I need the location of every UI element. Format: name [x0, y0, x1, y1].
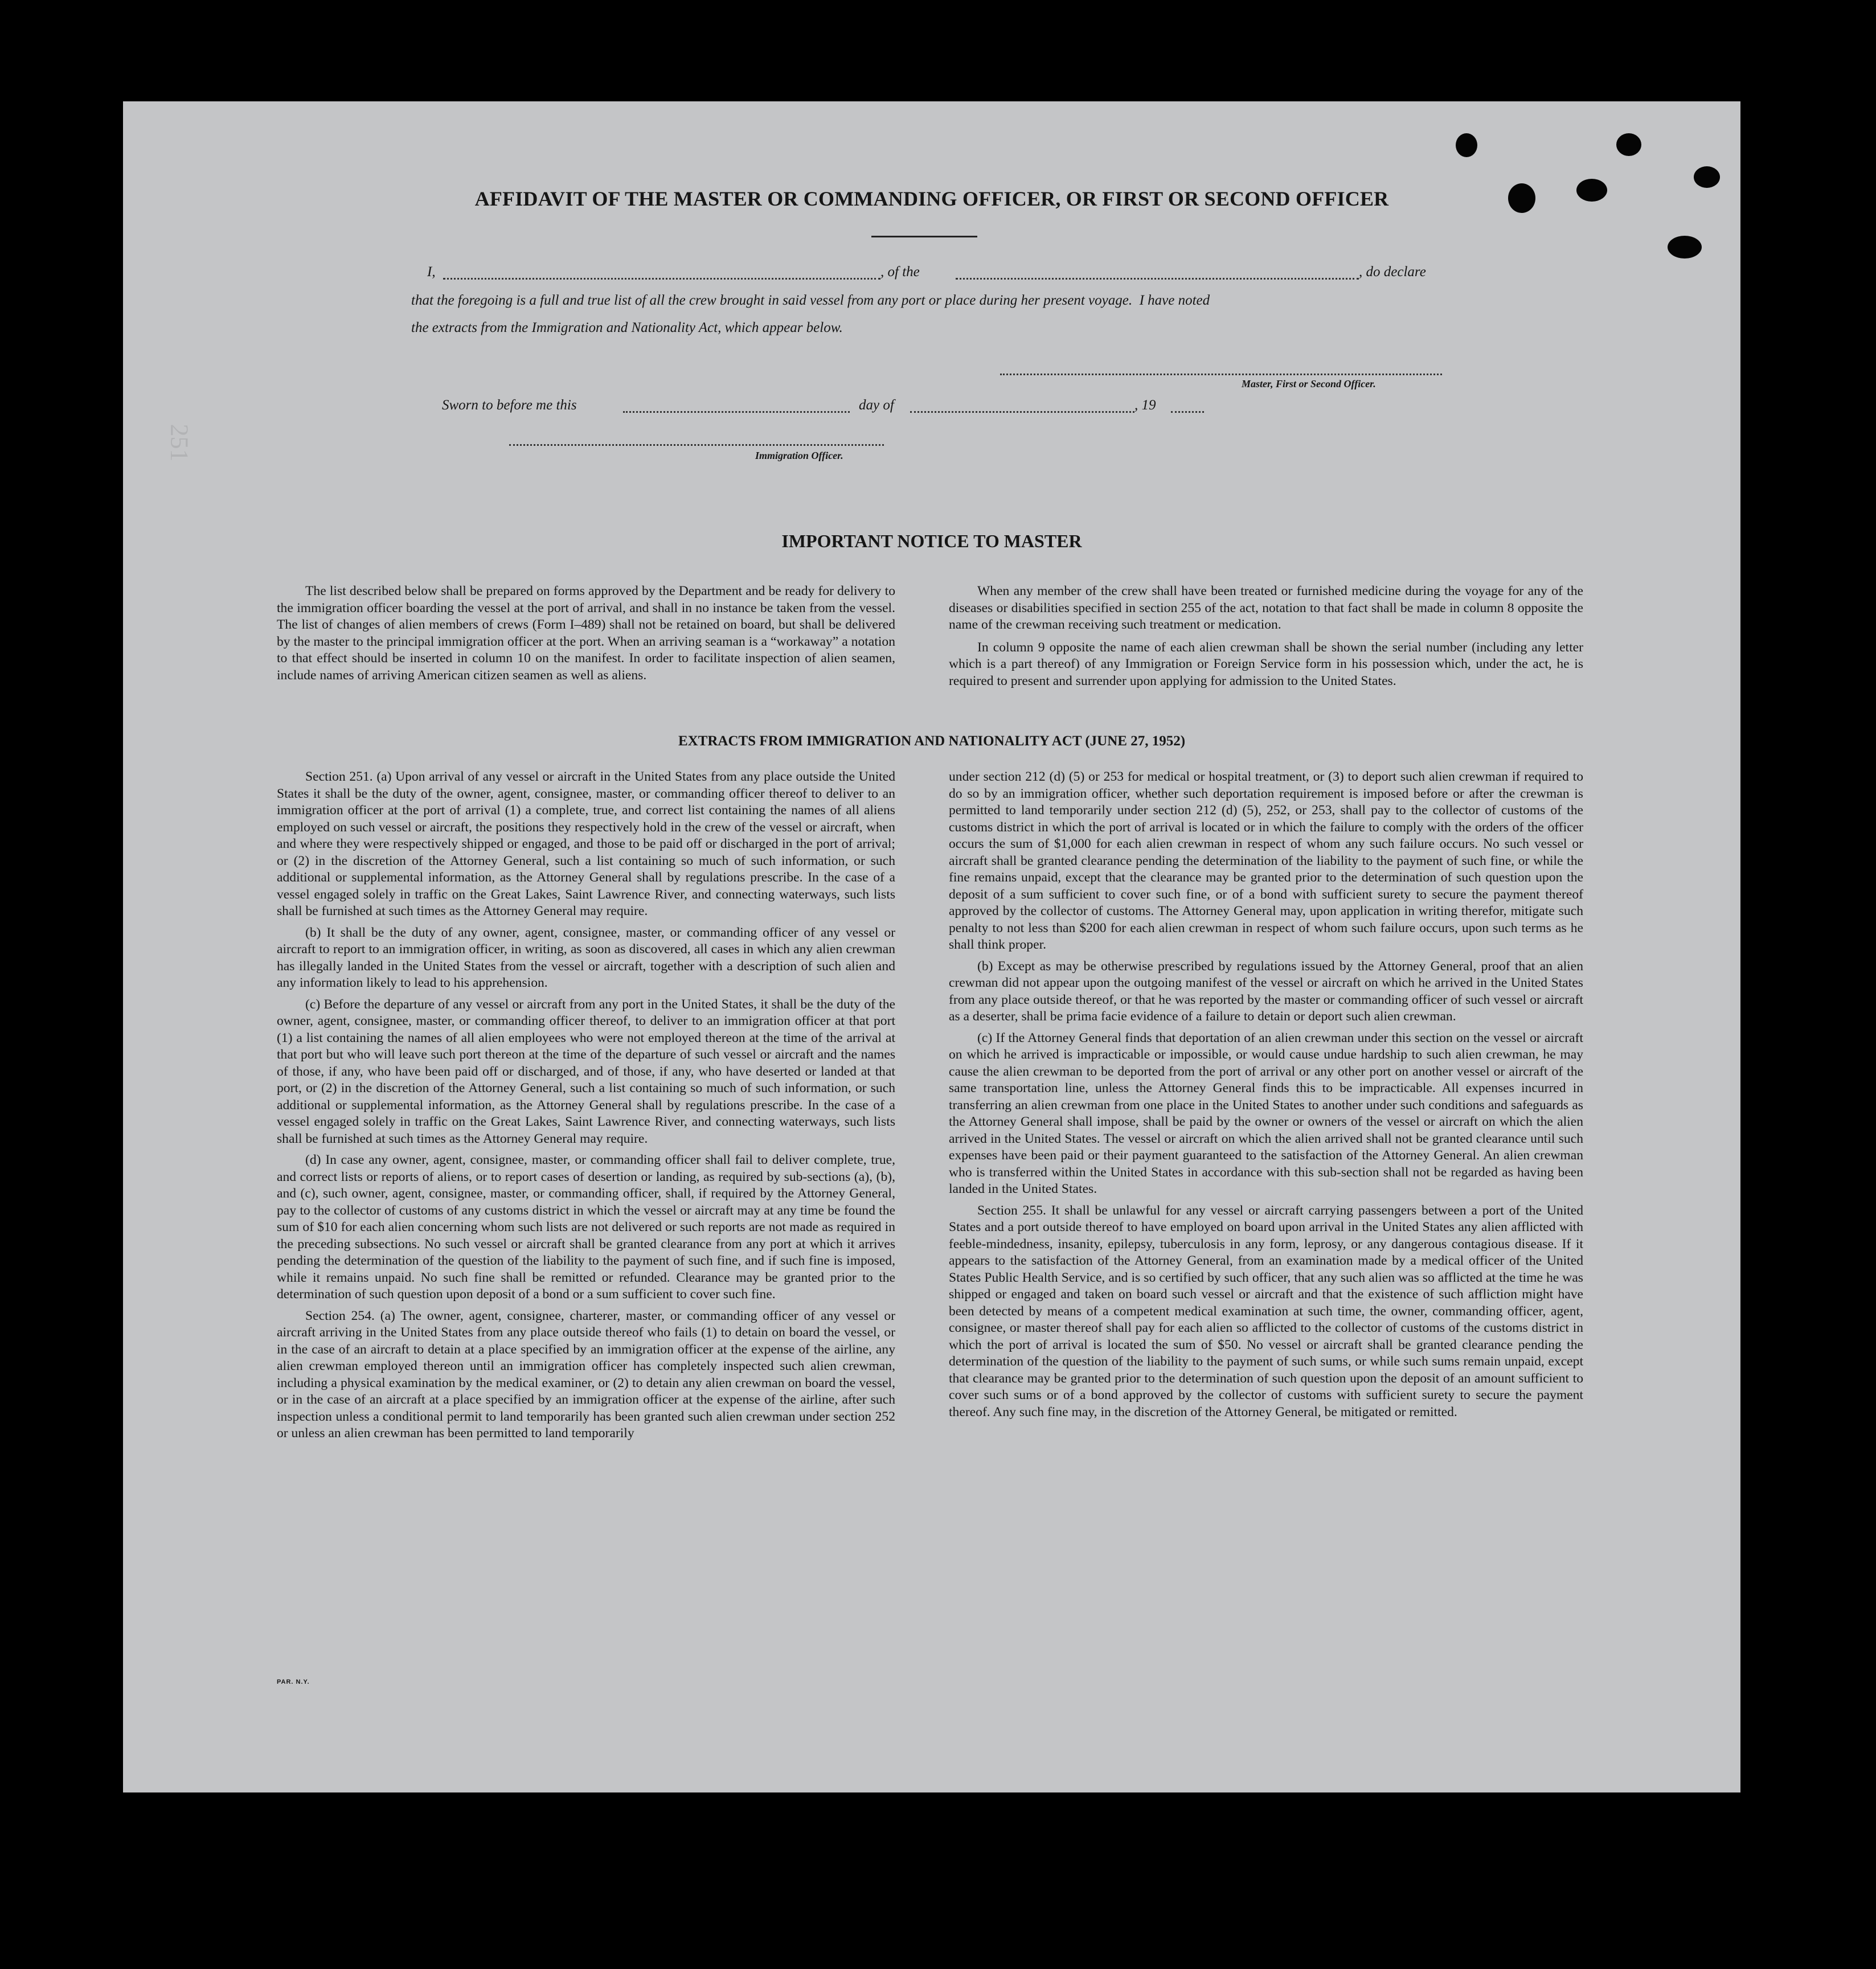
printer-mark: PAR. N.Y. — [277, 1679, 310, 1685]
section-251-a: Section 251. (a) Upon arrival of any vessel or aircraft in the United States from any place outside the United States it shall be the duty of the owner, agent, consignee, master, or commanding officer thereof to deliver to an immigration officer at the port of arrival (1) a complete, true, and correct list containing the names of all aliens employed on such vessel or aircraft, the positions they respectively hold in the crew of the vessel or aircraft, when and where they were respectively shipped or engaged, and those to be paid off or discharged in the port of arrival; or (2) in the discretion of the Attorney General, such a list containing so much of such information, or such additional or supplemental information, as the Attorney General shall by regulations prescribe. In the case of a vessel engaged solely in traffic on the Great Lakes, Saint Lawrence River, and connecting waterways, such lists shall be furnished at such times as the Attorney General may require. — [277, 769, 895, 918]
extracts-left-column — [277, 769, 895, 1442]
section-254-b: (b) Except as may be otherwise prescribed by regulations issued by the Attorney General, proof that an alien crewman did not appear upon the outgoing manifest of the vessel or aircraft on which he arrived in the United States from any place outside thereof, or that he was reported by the master or commanding officer of such vessel or aircraft as a deserter, shall be prima facie evidence of a failure to detain or deport such alien crewman. — [949, 958, 1583, 1024]
punch-hole — [1616, 133, 1641, 156]
notice-title: IMPORTANT NOTICE TO MASTER — [781, 531, 1082, 551]
day-of-label: day of — [859, 397, 894, 413]
master-signature-field[interactable] — [1000, 374, 1442, 375]
extracts-title: EXTRACTS FROM IMMIGRATION AND NATIONALITY ACT (JUNE 27, 1952) — [678, 733, 1186, 749]
section-254-c: (c) If the Attorney General finds that deportation of an alien crewman under this section on the vessel or aircraft on which he arrived is impracticable or impossible, or would cause undue hardship to such alien crewman, he may cause the alien crewman to be deported from the port of arrival or any other port on another vessel or aircraft of the same transportation line, unless the Attorney General finds this to be impracticable. All expenses incurred in transferring an alien crewman from one place in the United States to another under such conditions and safeguards as the Attorney General shall impose, shall be paid by the owner or owners of the vessel or aircraft on which the alien arrived in the United States. The vessel or aircraft on which the alien arrived shall not be granted clearance until such expenses have been paid or their payment guaranteed to the satisfaction of the Attorney General. An alien crewman who is transferred within the United States in accordance with this sub-section shall not be regarded as having been landed in the United States. — [949, 1030, 1583, 1196]
punch-hole — [1668, 236, 1702, 259]
officer-caption: Immigration Officer. — [755, 450, 843, 461]
vessel-name-field[interactable] — [956, 278, 1359, 280]
affidavit-title: AFFIDAVIT OF THE MASTER OR COMMANDING OFFICER, OR FIRST OR SECOND OFFICER — [474, 187, 1389, 210]
punch-hole — [1456, 133, 1477, 157]
declare-i: I, — [427, 264, 436, 280]
notice-right-paragraph-2: In column 9 opposite the name of each alien crewman shall be shown the serial number (including any letter which is a part thereof) of any Immigration or Foreign Service form in his possession which, under the act, he is required to present and surrender upon applying for admission to the United States. — [949, 639, 1583, 688]
declare-of-the: , of the — [880, 264, 920, 280]
declarant-name-field[interactable] — [443, 278, 880, 280]
title-underline — [871, 236, 977, 237]
declare-end: , do declare — [1359, 264, 1426, 280]
section-251-c: (c) Before the departure of any vessel or aircraft from any port in the United States, it shall be the duty of the owner, agent, consignee, master, or commanding officer thereof, to deliver to an immigration officer at that port (1) a list containing the names of all alien employees who were not employed thereon at the time of the arrival at that port but who will leave such port thereon at the time of the departure of such vessel or aircraft and the names of those, if any, who have been paid off or discharged, and of those, if any, who have deserted or landed at that port, or (2) in the discretion of the Attorney General, such a list containing so much of such information, or such additional or supplemental information, as the Attorney General shall by regulations prescribe. In the case of a vessel engaged solely in traffic on the Great Lakes, Saint Lawrence River, and connecting waterways, such lists shall be furnished at such times as the Attorney General may require. — [277, 996, 895, 1146]
section-251-b: (b) It shall be the duty of any owner, agent, consignee, master, or commanding officer of any vessel or aircraft to report to an immigration officer, in writing, as soon as discovered, all cases in which any alien crewman has illegally landed in the United States from the vessel or aircraft, together with a description of such alien and any information likely to lead to his apprehension. — [277, 925, 895, 990]
notice-right-column — [949, 583, 1583, 690]
section-254-a: Section 254. (a) The owner, agent, consignee, charterer, master, or commanding officer of any vessel or aircraft arriving in the United States from any place outside thereof who fails (1) to detain on board the vessel, or in the case of an aircraft to detain at a place specified by an immigration officer at the expense of the airline, any alien crewman employed thereon until an immigration officer has completely inspected such alien crewman, including a physical examination by the medical examiner, or (2) to detain any alien crewman on board the vessel, or in the case of an aircraft at a place specified by an immigration officer at the expense of the airline, after such inspection unless a conditional permit to land temporarily has been granted such alien crewman under section 252 or unless an alien crewman has been permitted to land temporarily — [277, 1308, 895, 1441]
section-255: Section 255. It shall be unlawful for any vessel or aircraft carrying passengers between a port of the United States and a port outside thereof to have employed on board upon arrival in the United States any alien afflicted with feeble-mindedness, insanity, epilepsy, tuberculosis in any form, leprosy, or any dangerous contagious disease. If it appears to the satisfaction of the Attorney General, from an examination made by a medical officer of the United States Public Health Service, and is so certified by such officer, that any such alien was so afflicted at the time he was shipped or engaged and taken on board such vessel or aircraft and that the existence of such affliction might have been detected by means of a competent medical examination at such time, the owner, commanding officer, agent, consignee, or master thereof shall pay for each alien so afflicted to the collector of customs of the customs district in which the port of arrival is located the sum of $50. No vessel or aircraft shall be granted clearance pending the determination of the question of the liability to the payment of such sums, or while such sums remain unpaid, except that clearance may be granted prior to the determination of such question upon the deposit of an amount sufficient to cover such sums or of a bond approved by the collector of customs with sufficient surety to secure the payment thereof. Any such fine may, in the discretion of the Attorney General, be mitigated or remitted. — [949, 1203, 1583, 1420]
section-251-d: (d) In case any owner, agent, consignee, master, or commanding officer shall fail to deliver complete, true, and correct lists or reports of aliens, or to report cases of desertion or landing, as required by sub-sections (a), (b), and (c), such owner, agent, consignee, master, or commanding officer, shall, if required by the Attorney General, pay to the collector of customs of any customs district in which the vessel or aircraft may at any time be found the sum of $10 for each alien concerning whom such lists are not delivered or such reports are not made as required in the preceding subsections. No such vessel or aircraft shall be granted clearance from any port at which it arrives pending the determination of the question of the liability to the payment of such fine, and if such fine is imposed, while it remains unpaid. No such fine shall be remitted or refunded. Clearance may be granted prior to the determination of such question upon deposit of a bond or a sum sufficient to cover such fine. — [277, 1152, 895, 1302]
sworn-day-field[interactable] — [623, 411, 850, 413]
form-sheet — [123, 101, 1740, 1792]
sworn-month-field[interactable] — [910, 411, 1134, 413]
notice-left-paragraph: The list described below shall be prepared on forms approved by the Department and be ready for delivery to the immigration officer boarding the vessel at the port of arrival, and shall in no instance be taken from the vessel. The list of changes of alien members of crews (Form I–489) shall not be retained on board, but shall be delivered by the master to the principal immigration officer at the port. When an arriving seaman is a “workaway” a notation to that effect should be inserted in column 10 on the manifest. In order to facilitate inspection of alien seamen, include names of arriving American citizen seamen as well as aliens. — [277, 584, 895, 683]
statement-line-1: that the foregoing is a full and true list of all the crew brought in said vessel from any port or place during her present voyage. I have noted — [411, 293, 1210, 308]
year-prefix: , 19 — [1134, 397, 1156, 413]
sworn-label: Sworn to before me this — [442, 397, 577, 413]
section-254-a-continued: under section 212 (d) (5) or 253 for medical or hospital treatment, or (3) to deport such alien crewman if required to do so by an immigration officer, whether such deportation requirement is imposed before or after the crewman is permitted to land temporarily under section 212 (d) (5), 252, or 253, shall pay to the collector of customs of the customs district in which the port of arrival is located or in which the failure to comply with the orders of the officer occurs the sum of $1,000 for each alien crewman in respect of whom any such failure occurs. No such vessel or aircraft shall be granted clearance pending the determination of the liability to the payment of such fine, or while the fine remains unpaid, except that the clearance may be granted prior to the determination of such question upon the deposit of a sum sufficient to cover such fine, or of a bond with sufficient surety to secure the payment thereof approved by the collector of customs. The Attorney General may, upon application in writing therefor, mitigate such penalty to not less than $200 for each alien crewman in respect of whom such failure occurs, upon such terms as he shall think proper. — [949, 769, 1583, 952]
margin-mark: 251 — [165, 424, 194, 462]
sworn-year-field[interactable] — [1171, 411, 1204, 413]
notice-left-column — [277, 583, 895, 684]
notice-right-paragraph-1: When any member of the crew shall have been treated or furnished medicine during the voyage for any of the diseases or disabilities specified in section 255 of the act, notation to that fact shall be made in column 8 opposite the name of the crewman receiving such treatment or medication. — [949, 584, 1583, 632]
master-caption: Master, First or Second Officer. — [1242, 378, 1376, 389]
statement-line-2: the extracts from the Immigration and Nationality Act, which appear below. — [411, 320, 843, 335]
extracts-right-column — [949, 769, 1583, 1421]
officer-signature-field[interactable] — [509, 444, 884, 446]
punch-hole — [1694, 166, 1720, 188]
